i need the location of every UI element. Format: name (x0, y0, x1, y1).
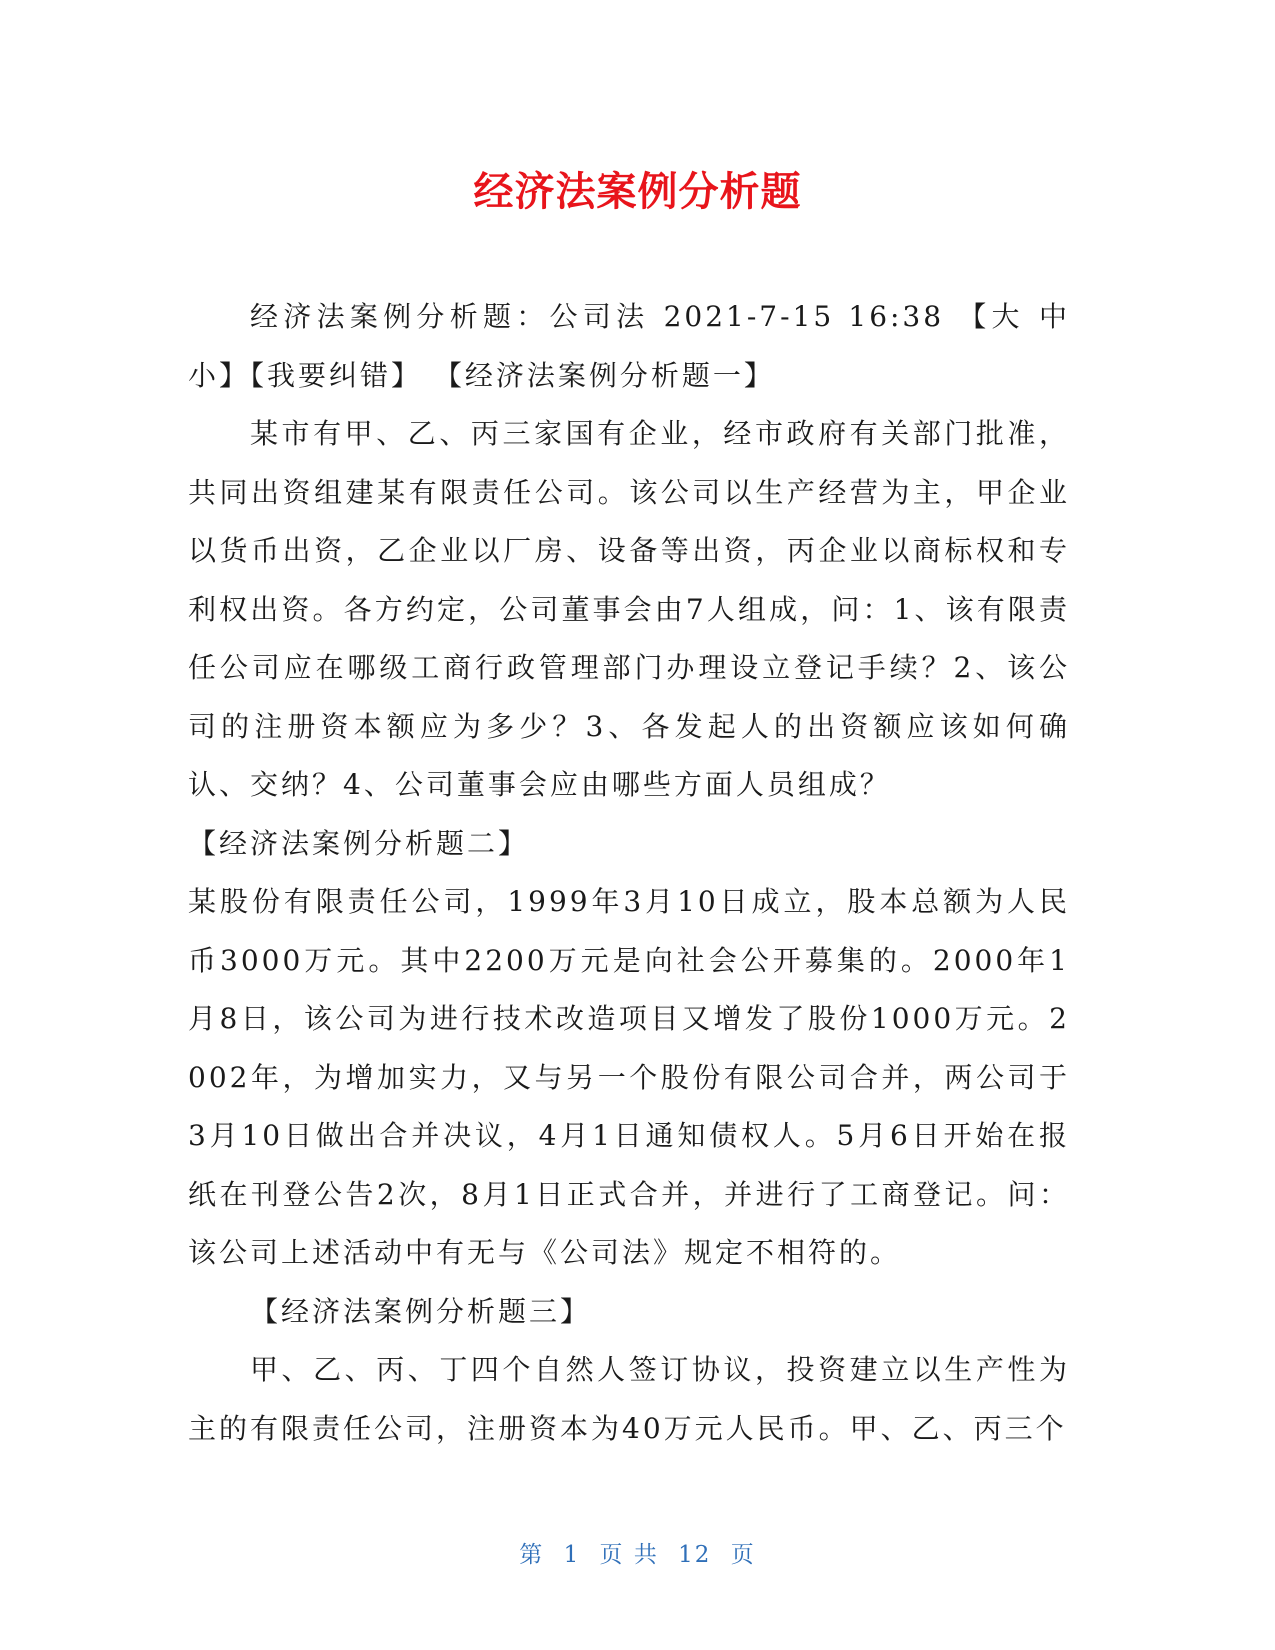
footer-label-page: 第 (519, 1542, 545, 1568)
page-footer (0, 1536, 1275, 1569)
document-title: 经济法案例分析题 (473, 169, 802, 215)
footer-current-page: 1 (563, 1542, 581, 1568)
footer-total-pages: 12 (678, 1542, 712, 1568)
document-body (188, 288, 1070, 1458)
paragraph-case-three: 甲、乙、丙、丁四个自然人签订协议，投资建立以生产性为主的有限责任公司，注册资本为40万元人民币。甲、乙、丙三个 (188, 1353, 1070, 1445)
heading-case-three: 【经济法案例分析题三】 (250, 1294, 592, 1328)
paragraph-intro: 经济法案例分析题：公司法 2021-7-15 16:38 【大 中 小】【我要纠错】 【经济法案例分析题一】 (188, 300, 1070, 392)
paragraph-case-two: 某股份有限责任公司，1999年3月10日成立，股本总额为人民币3000万元。其中2200万元是向社会公开募集的。2000年1月8日，该公司为进行技术改造项目又增发了股份1000万元。2002年，为增加实力，又与另一个股份有限公司合并，两公司于3月10日做出合并决议，4月1日通知债权人。5月6日开始在报纸在刊登公告2次，8月1日正式合并，并进行了工商登记。问：该公司上述活动中有无与《公司法》规定不相符的。 (188, 885, 1070, 1269)
footer-label-of: 页 共 (599, 1542, 659, 1568)
heading-case-two: 【经济法案例分析题二】 (188, 826, 530, 860)
footer-label-end: 页 (730, 1542, 756, 1568)
paragraph-case-one: 某市有甲、乙、丙三家国有企业，经市政府有关部门批准，共同出资组建某有限责任公司。该公司以生产经营为主，甲企业以货币出资，乙企业以厂房、设备等出资，丙企业以商标权和专利权出资。各方约定，公司董事会由7人组成，问：1、该有限责任公司应在哪级工商行政管理部门办理设立登记手续？2、该公司的注册资本额应为多少？3、各发起人的出资额应该如何确认、交纳？4、公司董事会应由哪些方面人员组成？ (188, 417, 1070, 801)
